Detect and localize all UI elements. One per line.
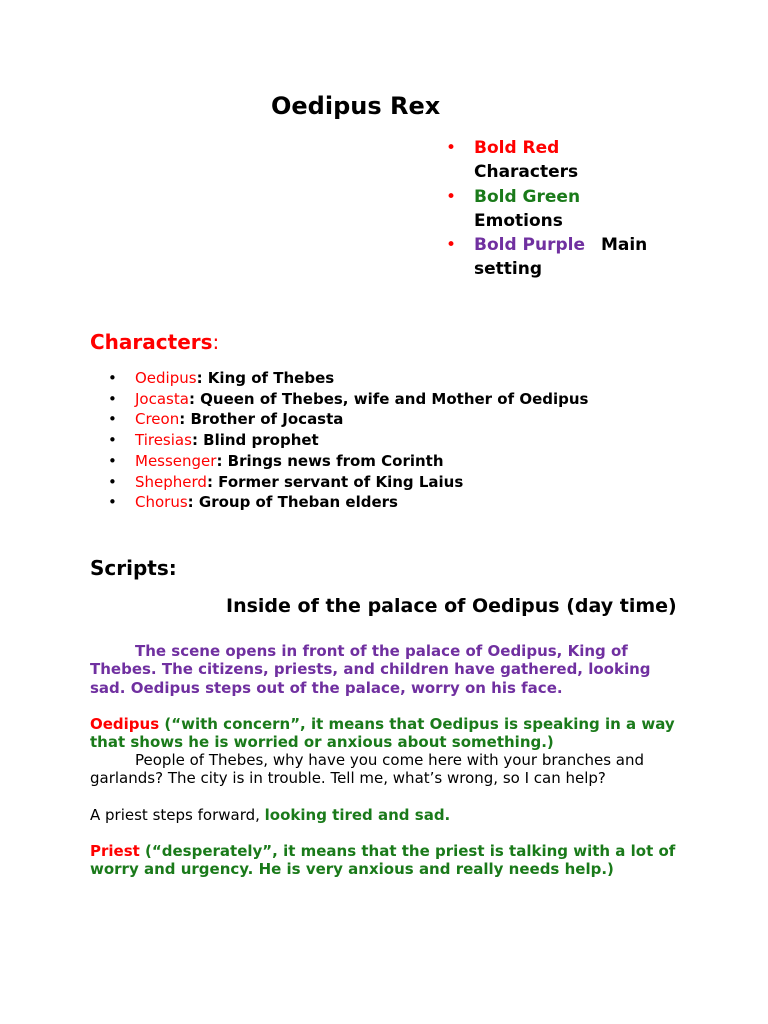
character-role: : King of Thebes: [196, 369, 335, 387]
bullet-icon: •: [446, 235, 457, 256]
list-item: [108, 492, 589, 513]
bullet-icon: •: [108, 389, 117, 408]
legend-item-purple: [446, 233, 686, 282]
scripts-heading: Scripts:: [90, 556, 177, 580]
bullet-icon: •: [108, 431, 117, 450]
scene-heading: Inside of the palace of Oedipus (day time): [226, 595, 677, 617]
oedipus-dialogue: People of Thebes, why have you come here with your branches and garlands? The city is in trouble. Tell me, what’s wrong, so I can help?: [90, 751, 645, 788]
list-item: [108, 472, 589, 493]
bullet-icon: •: [108, 369, 117, 387]
character-name: Oedipus: [135, 369, 197, 387]
bullet-icon: •: [108, 493, 117, 512]
list-item: [108, 389, 589, 410]
legend-key: Bold Purple: [474, 235, 586, 256]
legend-key: Bold Green: [474, 186, 581, 207]
legend-key: Bold Red: [474, 138, 560, 158]
character-role: : Former servant of King Laius: [206, 472, 464, 491]
character-list: [108, 368, 589, 513]
stage-direction: (“with concern”, it means that Oedipus is speaking in a way that shows he is worried or anxious about something.): [90, 715, 675, 752]
character-name: Creon: [135, 410, 180, 429]
list-item: [108, 409, 589, 430]
character-name: Chorus: [135, 493, 188, 512]
legend-desc: Characters: [474, 162, 579, 183]
list-item: [108, 451, 589, 472]
legend-item-green: [446, 185, 686, 234]
priest-direction: [90, 842, 690, 879]
bullet-icon: •: [108, 410, 117, 429]
bullet-icon: •: [446, 186, 457, 207]
scene-description: The scene opens in front of the palace of Oedipus, King of Thebes. The citizens, priests, and children have gathered, looking sad. Oedipus steps out of the palace, worry on his face.: [90, 642, 651, 697]
list-item: [108, 368, 589, 389]
character-name: Tiresias: [135, 431, 192, 450]
character-name: Messenger: [135, 451, 217, 470]
bullet-icon: •: [108, 451, 117, 470]
bullet-icon: •: [108, 472, 117, 491]
stage-direction: (“desperately”, it means that the priest is talking with a lot of worry and urgency. He is very anxious and really needs help.): [90, 842, 676, 879]
oedipus-direction: [90, 715, 690, 752]
character-role: : Blind prophet: [191, 431, 319, 450]
bullet-icon: •: [446, 138, 457, 158]
emotion-text: looking tired and sad.: [264, 806, 451, 824]
character-name: Shepherd: [135, 472, 207, 491]
character-name: Jocasta: [135, 389, 189, 408]
characters-heading: Characters:: [90, 330, 220, 354]
character-role: : Brother of Jocasta: [179, 410, 344, 429]
character-role: : Queen of Thebes, wife and Mother of Oedipus: [188, 389, 589, 408]
legend-desc: Emotions: [474, 210, 563, 231]
priest-action: A priest steps forward, looking tired and sad.: [90, 806, 451, 824]
character-role: : Brings news from Corinth: [216, 451, 444, 470]
list-item: [108, 430, 589, 451]
speaker-name: Priest: [90, 842, 140, 860]
legend-desc: Main setting: [474, 235, 648, 280]
legend-item-red: [446, 136, 686, 185]
color-legend: [446, 136, 686, 282]
document-title: Oedipus Rex: [271, 92, 441, 120]
speaker-name: Oedipus: [90, 715, 160, 733]
character-role: : Group of Theban elders: [187, 493, 398, 512]
